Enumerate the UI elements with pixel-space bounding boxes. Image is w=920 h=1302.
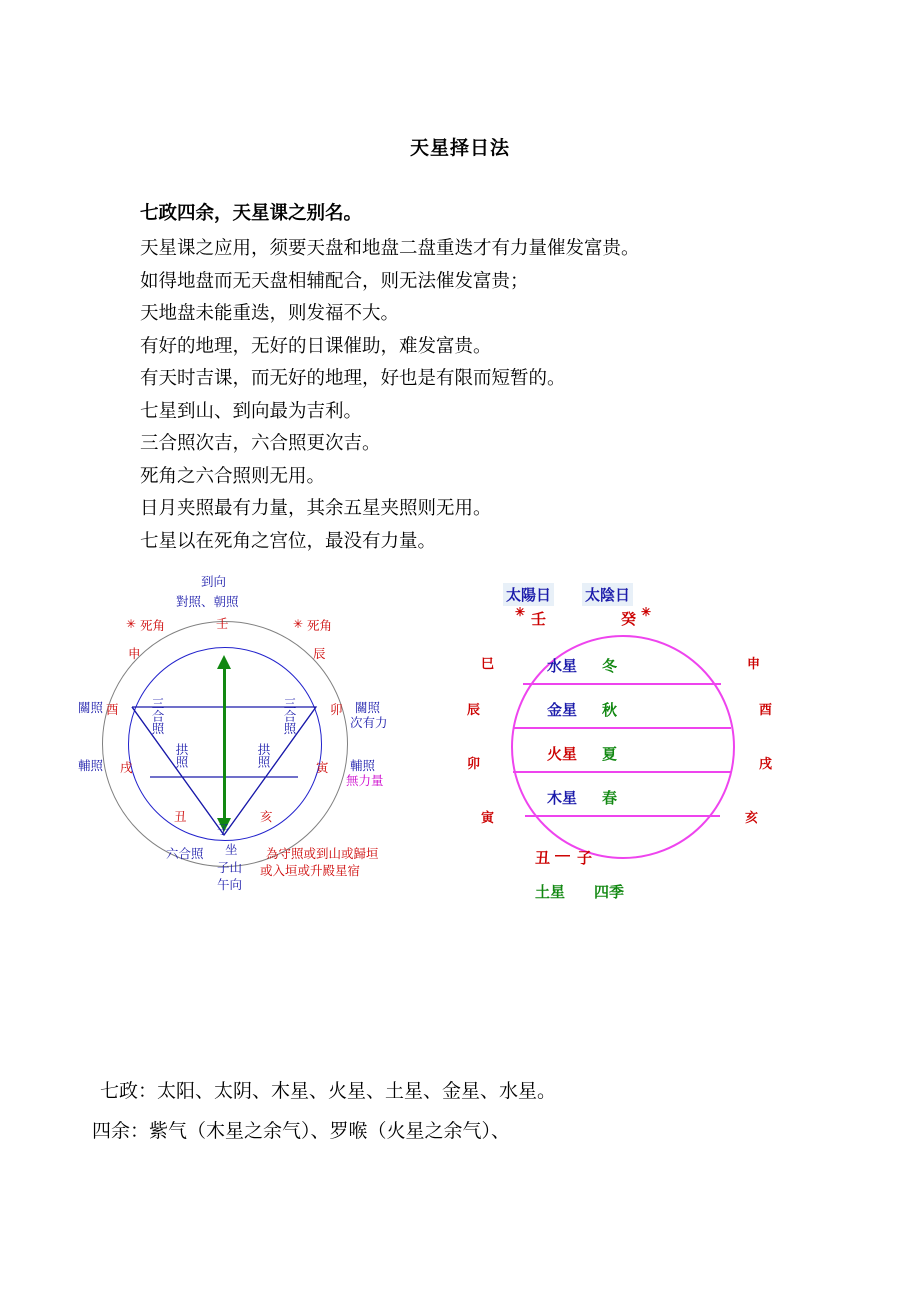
direction-arrow-line: [223, 667, 226, 827]
branch-center-bottom: 子: [217, 823, 230, 837]
branch-bottom-0: 丑: [535, 850, 551, 867]
paragraph-line: 七星到山、到向最为吉利。: [140, 401, 363, 422]
body-text: [140, 198, 820, 558]
tail-line-qizheng: 七政：太阳、太阴、木星、火星、土星、金星、水星。: [100, 1081, 557, 1102]
label-shou-zhao-line1: 為守照或到山或歸垣: [266, 847, 379, 861]
branch-left-1: 辰: [467, 702, 481, 717]
label-dead-corner-right: 死角: [307, 619, 333, 633]
branch-left-upper: 申: [128, 647, 141, 661]
branch-right-2: 戌: [759, 756, 773, 771]
branch-bottom-left: 丑: [174, 810, 187, 824]
label-shou-zhao-line2: 或入垣或升殿星宿: [260, 864, 361, 878]
branch-right-3: 亥: [745, 810, 759, 825]
label-wu-xiang: 午向: [217, 878, 243, 892]
star-name-0: 水星: [547, 658, 578, 675]
branch-left-3: 寅: [481, 810, 495, 825]
label-gong-zhao-right: 拱照: [256, 743, 270, 768]
season-0: 冬: [602, 658, 618, 675]
paragraph-line: 有好的地理，无好的日课催助，难发富贵。: [140, 336, 492, 357]
divider-line: [513, 727, 731, 729]
label-san-he-zhao-right: 三合照: [282, 697, 296, 735]
star-circle: [511, 635, 735, 859]
label-fu-zhao-right: 輔照: [350, 759, 376, 773]
diagram-area: [0, 575, 920, 925]
branch-top-left: 壬: [531, 611, 547, 628]
divider-line: [523, 683, 721, 685]
star-name-2: 火星: [547, 746, 578, 763]
season-1: 秋: [602, 702, 618, 719]
diagram-star-seasons: [455, 575, 815, 920]
page-title: 天星择日法: [409, 138, 510, 159]
label-guan-zhao-left: 關照: [78, 701, 104, 715]
label-opposite-shine: 對照、朝照: [176, 595, 239, 609]
branch-bottom-1: 子: [577, 850, 593, 867]
branch-right-lower: 寅: [316, 761, 329, 775]
paragraph-line: 三合照次吉，六合照更次吉。: [140, 434, 381, 454]
tail-line-siyu: 四余：紫气（木星之余气）、罗喉（火星之余气）、: [92, 1121, 511, 1142]
label-liu-he-zhao: 六合照: [166, 847, 204, 861]
branch-top: 壬: [216, 617, 229, 631]
paragraph-line: 七星以在死角之宫位，最没有力量。: [140, 531, 437, 552]
star-name-1: 金星: [547, 702, 578, 719]
paragraph-line: 天星课之应用，须要天盘和地盘二盘重迭才有力量催发富贵。: [140, 239, 640, 259]
branch-bottom-dash: —: [555, 847, 570, 864]
divider-line: [525, 815, 720, 817]
label-wu-li-liang: 無力量: [346, 774, 384, 788]
paragraph-line: 天地盘未能重迭，则发福不大。: [140, 304, 400, 324]
paragraph-line: 有天时吉课，而无好的地理，好也是有限而短暂的。: [140, 369, 566, 389]
branch-left-2: 卯: [467, 756, 481, 771]
label-ci-you-li: 次有力: [350, 716, 388, 730]
header-sun-day: 太陽日: [503, 583, 554, 606]
label-gong-zhao-left: 拱照: [174, 743, 188, 768]
bottom-star: 土星: [535, 884, 566, 901]
season-3: 春: [602, 790, 618, 807]
divider-line: [513, 771, 731, 773]
diagram-direction-chart: [78, 575, 418, 920]
branch-left-0: 巳: [481, 656, 495, 671]
branch-right-mid: 卯: [330, 703, 343, 717]
paragraph-line: 死角之六合照则无用。: [140, 466, 326, 487]
paragraph-line: 日月夹照最有力量，其余五星夹照则无用。: [140, 499, 492, 519]
star-icon: ✳: [515, 605, 526, 619]
label-dead-corner-left: 死角: [140, 619, 166, 633]
branch-right-0: 申: [747, 656, 761, 671]
branch-top-right: 癸: [621, 611, 637, 628]
header-moon-day: 太陰日: [582, 583, 633, 606]
lead-paragraph: 七政四余，天星课之别名。: [140, 204, 363, 224]
season-2: 夏: [602, 746, 618, 763]
star-icon: ✳: [293, 617, 304, 631]
branch-left-mid: 酉: [106, 703, 119, 717]
paragraph-line: 如得地盘而无天盘相辅配合，则无法催发富贵；: [140, 271, 529, 292]
label-guan-zhao-right: 關照: [355, 701, 381, 715]
bottom-season: 四季: [594, 884, 625, 901]
label-zuo: 坐: [225, 843, 238, 857]
tail-text: [92, 1072, 872, 1152]
star-icon: ✳: [641, 605, 652, 619]
branch-bottom-right: 亥: [260, 810, 273, 824]
label-zi-shan: 子山: [217, 861, 243, 875]
branch-left-lower: 戌: [120, 761, 133, 775]
branch-right-1: 酉: [759, 702, 773, 717]
star-icon: ✳: [126, 617, 137, 631]
branch-right-upper: 辰: [313, 647, 326, 661]
star-name-3: 木星: [547, 790, 578, 807]
label-to-direction: 到向: [201, 575, 227, 589]
label-fu-zhao-left: 輔照: [78, 759, 104, 773]
label-san-he-zhao-left: 三合照: [150, 697, 164, 735]
